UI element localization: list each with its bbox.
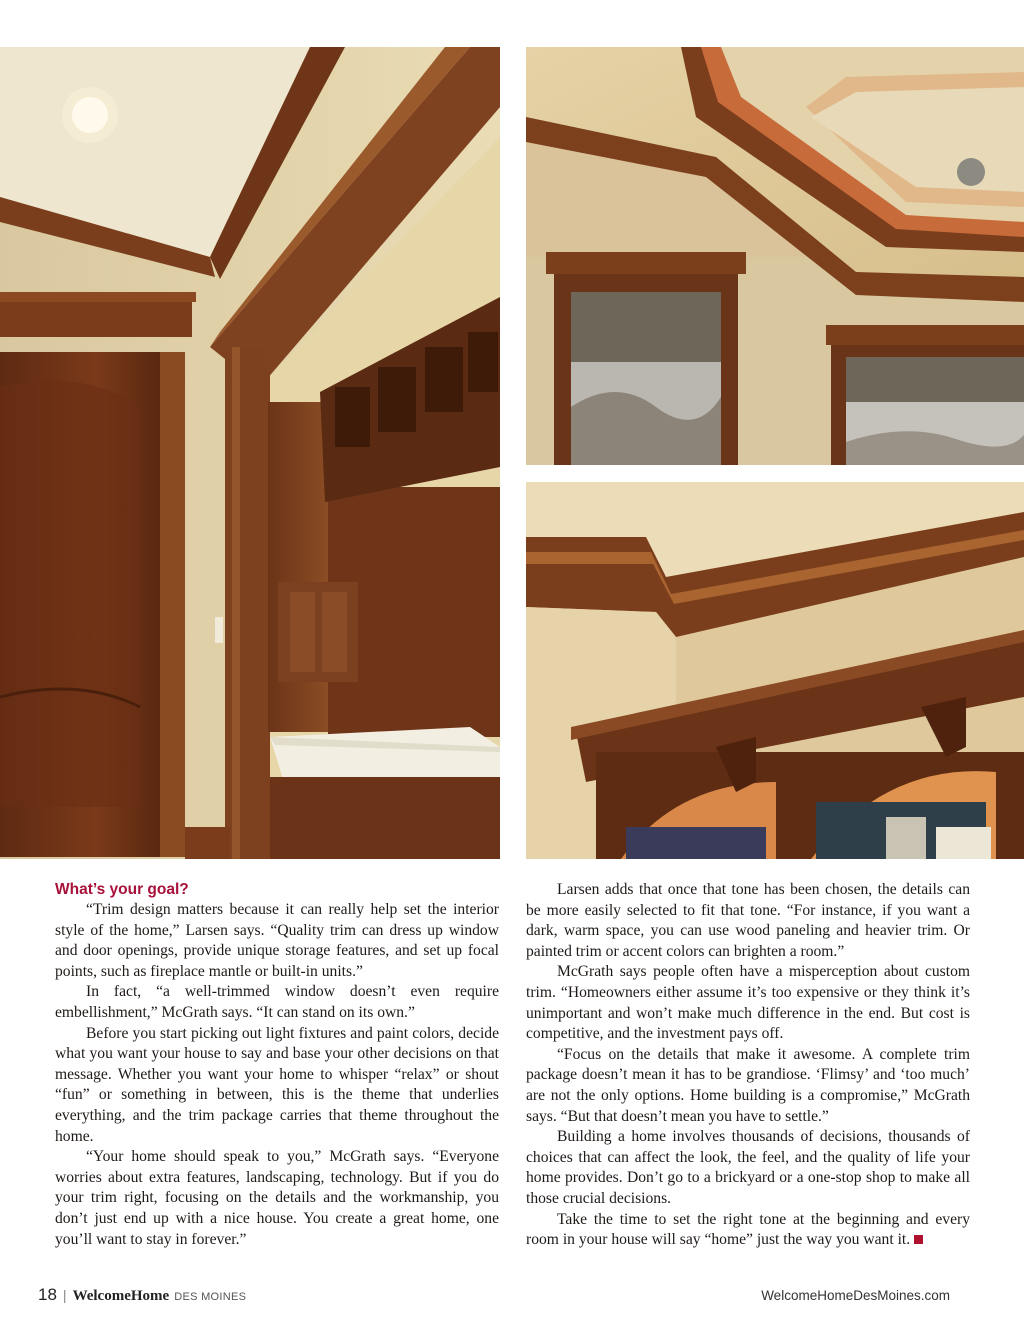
article-column-right (526, 880, 970, 1251)
end-of-article-square-icon (914, 1235, 923, 1244)
magazine-brand-city: DES MOINES (174, 1291, 247, 1303)
article-paragraph: Larsen adds that once that tone has been chosen, the details can be more easily selected to fit that tone. “For instance, if you want a dark, warm space, you can use wood paneling and heavier trim. Or painted trim or accent colors can brighten a room.” (526, 881, 970, 960)
photo-hallway-built-ins (0, 47, 500, 859)
final-paragraph-text: Take the time to set the right tone at the beginning and every room in your house will say “home” just the way you want it. (526, 1210, 970, 1249)
article-paragraph: Before you start picking out light fixtures and paint colors, decide what you want your house to say and base your other decisions on that message. Whether you want your home to whisper “relax” or shout “fun” or something in between, this is the theme that underlies everything, and the trim package carries that theme throughout the home. (55, 1024, 499, 1145)
page-footer (38, 1283, 950, 1307)
article-column-left (55, 880, 499, 1250)
article-paragraph: In fact, “a well-trimmed window doesn’t even require embellishment,” McGrath says. “It can stand on its own.” (55, 983, 499, 1021)
photo-tray-ceiling-windows (526, 47, 1024, 465)
article-paragraph: “Trim design matters because it can really help set the interior style of the home,” Larsen says. “Quality trim can dress up window and door openings, provide unique storage features, and set up focal points, such as fireplace mantle or built-in units.” (55, 901, 499, 980)
article-paragraph: Building a home involves thousands of decisions, thousands of choices that can affect the look, the feel, and the quality of life your home provides. Don’t go to a brickyard or a one-stop shop to make all those crucial decisions. (526, 1128, 970, 1207)
article-paragraph: “Your home should speak to you,” McGrath says. “Everyone worries about extra features, landscaping, technology. But if you do your trim right, focusing on the details and the workmanship, you don’t just end up with a nice house. You create a great home, one you’ll want to stay in forever.” (55, 1148, 499, 1248)
website-url: WelcomeHomeDesMoines.com (761, 1287, 950, 1303)
article-paragraph: McGrath says people often have a misperception about custom trim. “Homeowners either assume it’s too expensive or they think it’s unimportant and won’t make much difference in the end. But cost is competitive, and the investment pays off. (526, 963, 970, 1043)
photo-crown-moulding-bookshelf (526, 482, 1024, 859)
page-number: 18 (38, 1285, 57, 1304)
magazine-brand: WelcomeHome (72, 1288, 170, 1304)
article-paragraph: “Focus on the details that make it awesome. A complete trim package doesn’t mean it has to be grandiose. ‘Flimsy’ and ‘too much’ are not the only options. Home building is a compromise,” McGrath says. “But that doesn’t mean you have to settle.” (526, 1045, 970, 1125)
section-heading: What’s your goal? (55, 881, 189, 898)
footer-left (38, 1285, 246, 1305)
footer-separator: | (62, 1287, 67, 1303)
article-final-paragraph (526, 1210, 970, 1251)
